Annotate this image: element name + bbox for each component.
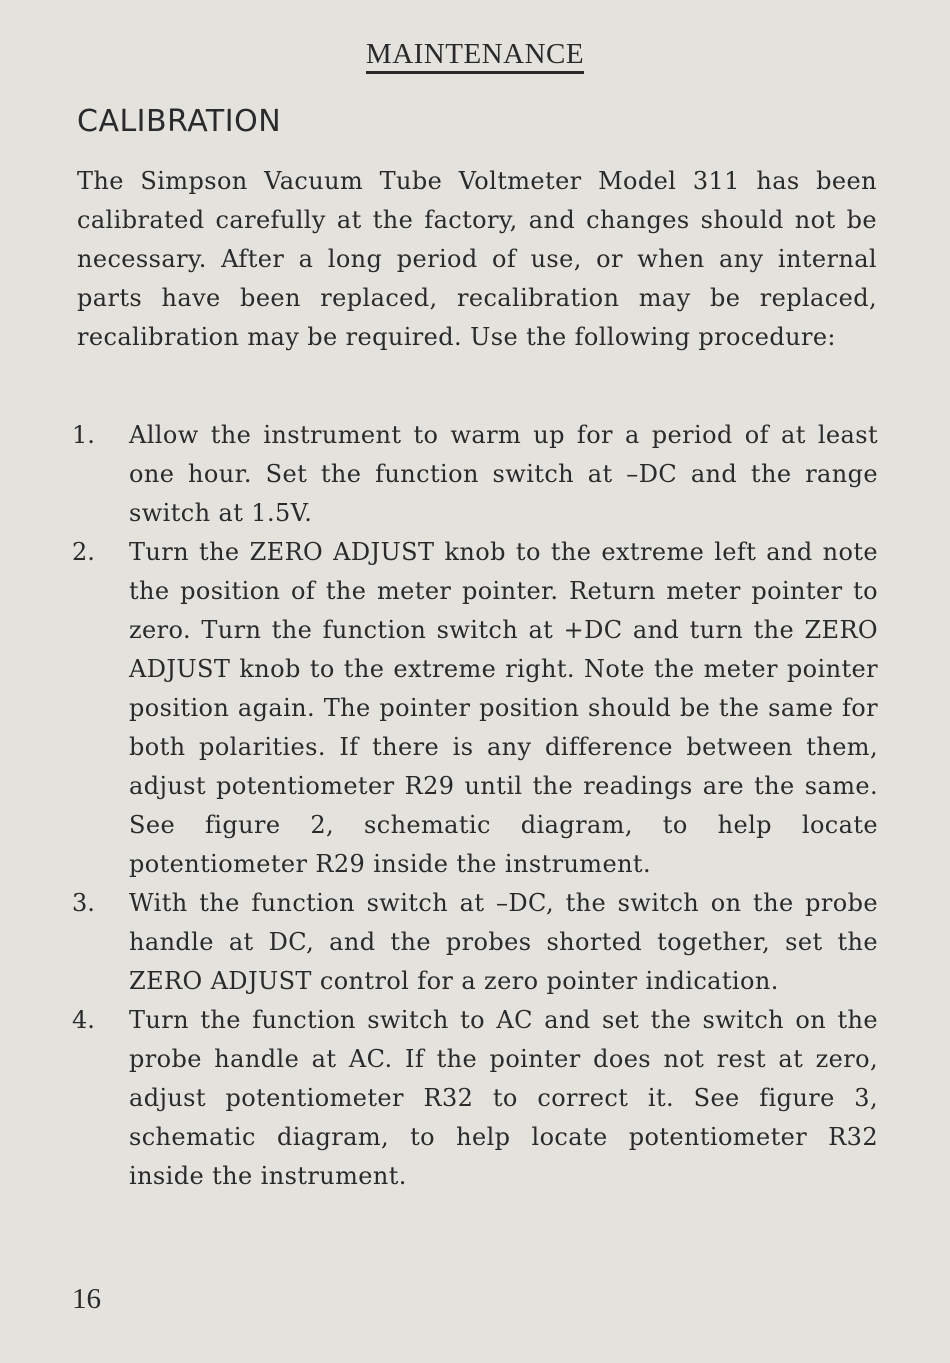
step-item <box>72 1001 878 1196</box>
step-text: Allow the instrument to warm up for a period of at least one hour. Set the function switch at –DC and the range switch at 1.5V. <box>129 421 878 527</box>
intro-paragraph: The Simpson Vacuum Tube Voltmeter Model 311 has been calibrated carefully at the factory, and changes should not be necessary. After a long period of use, or when any internal parts have been replaced, recalibration may be replaced, recalibration may be required. Use the following procedure: <box>77 167 877 351</box>
calibration-steps <box>72 416 878 1196</box>
step-text: Turn the ZERO ADJUST knob to the extreme left and note the position of the meter pointer. Return meter pointer to zero. Turn the function switch at +DC and turn the ZERO ADJUST knob to the extreme right. Note the meter pointer position again. The pointer position should be the same for both polarities. If there is any difference between them, adjust potentiometer R29 until the readings are the same. See figure 2, schematic diagram, to help locate potentiometer R29 inside the instrument. <box>129 538 878 878</box>
step-item <box>72 416 878 533</box>
running-title: MAINTENANCE <box>366 38 584 74</box>
step-text: Turn the function switch to AC and set the switch on the probe handle at AC. If the pointer does not rest at zero, adjust potentiometer R32 to correct it. See figure 3, schematic diagram, to help locate potentiometer R32 inside the instrument. <box>129 1006 878 1190</box>
step-text: With the function switch at –DC, the switch on the probe handle at DC, and the probes shorted together, set the ZERO ADJUST control for a zero pointer indication. <box>129 889 878 995</box>
step-number: 3. <box>72 889 95 917</box>
step-item <box>72 533 878 884</box>
step-number: 1. <box>72 421 95 449</box>
step-item <box>72 884 878 1001</box>
step-number: 4. <box>72 1006 95 1034</box>
running-header <box>0 38 950 74</box>
page-number: 16 <box>72 1283 101 1315</box>
section-title: CALIBRATION <box>77 104 282 139</box>
step-number: 2. <box>72 538 95 566</box>
